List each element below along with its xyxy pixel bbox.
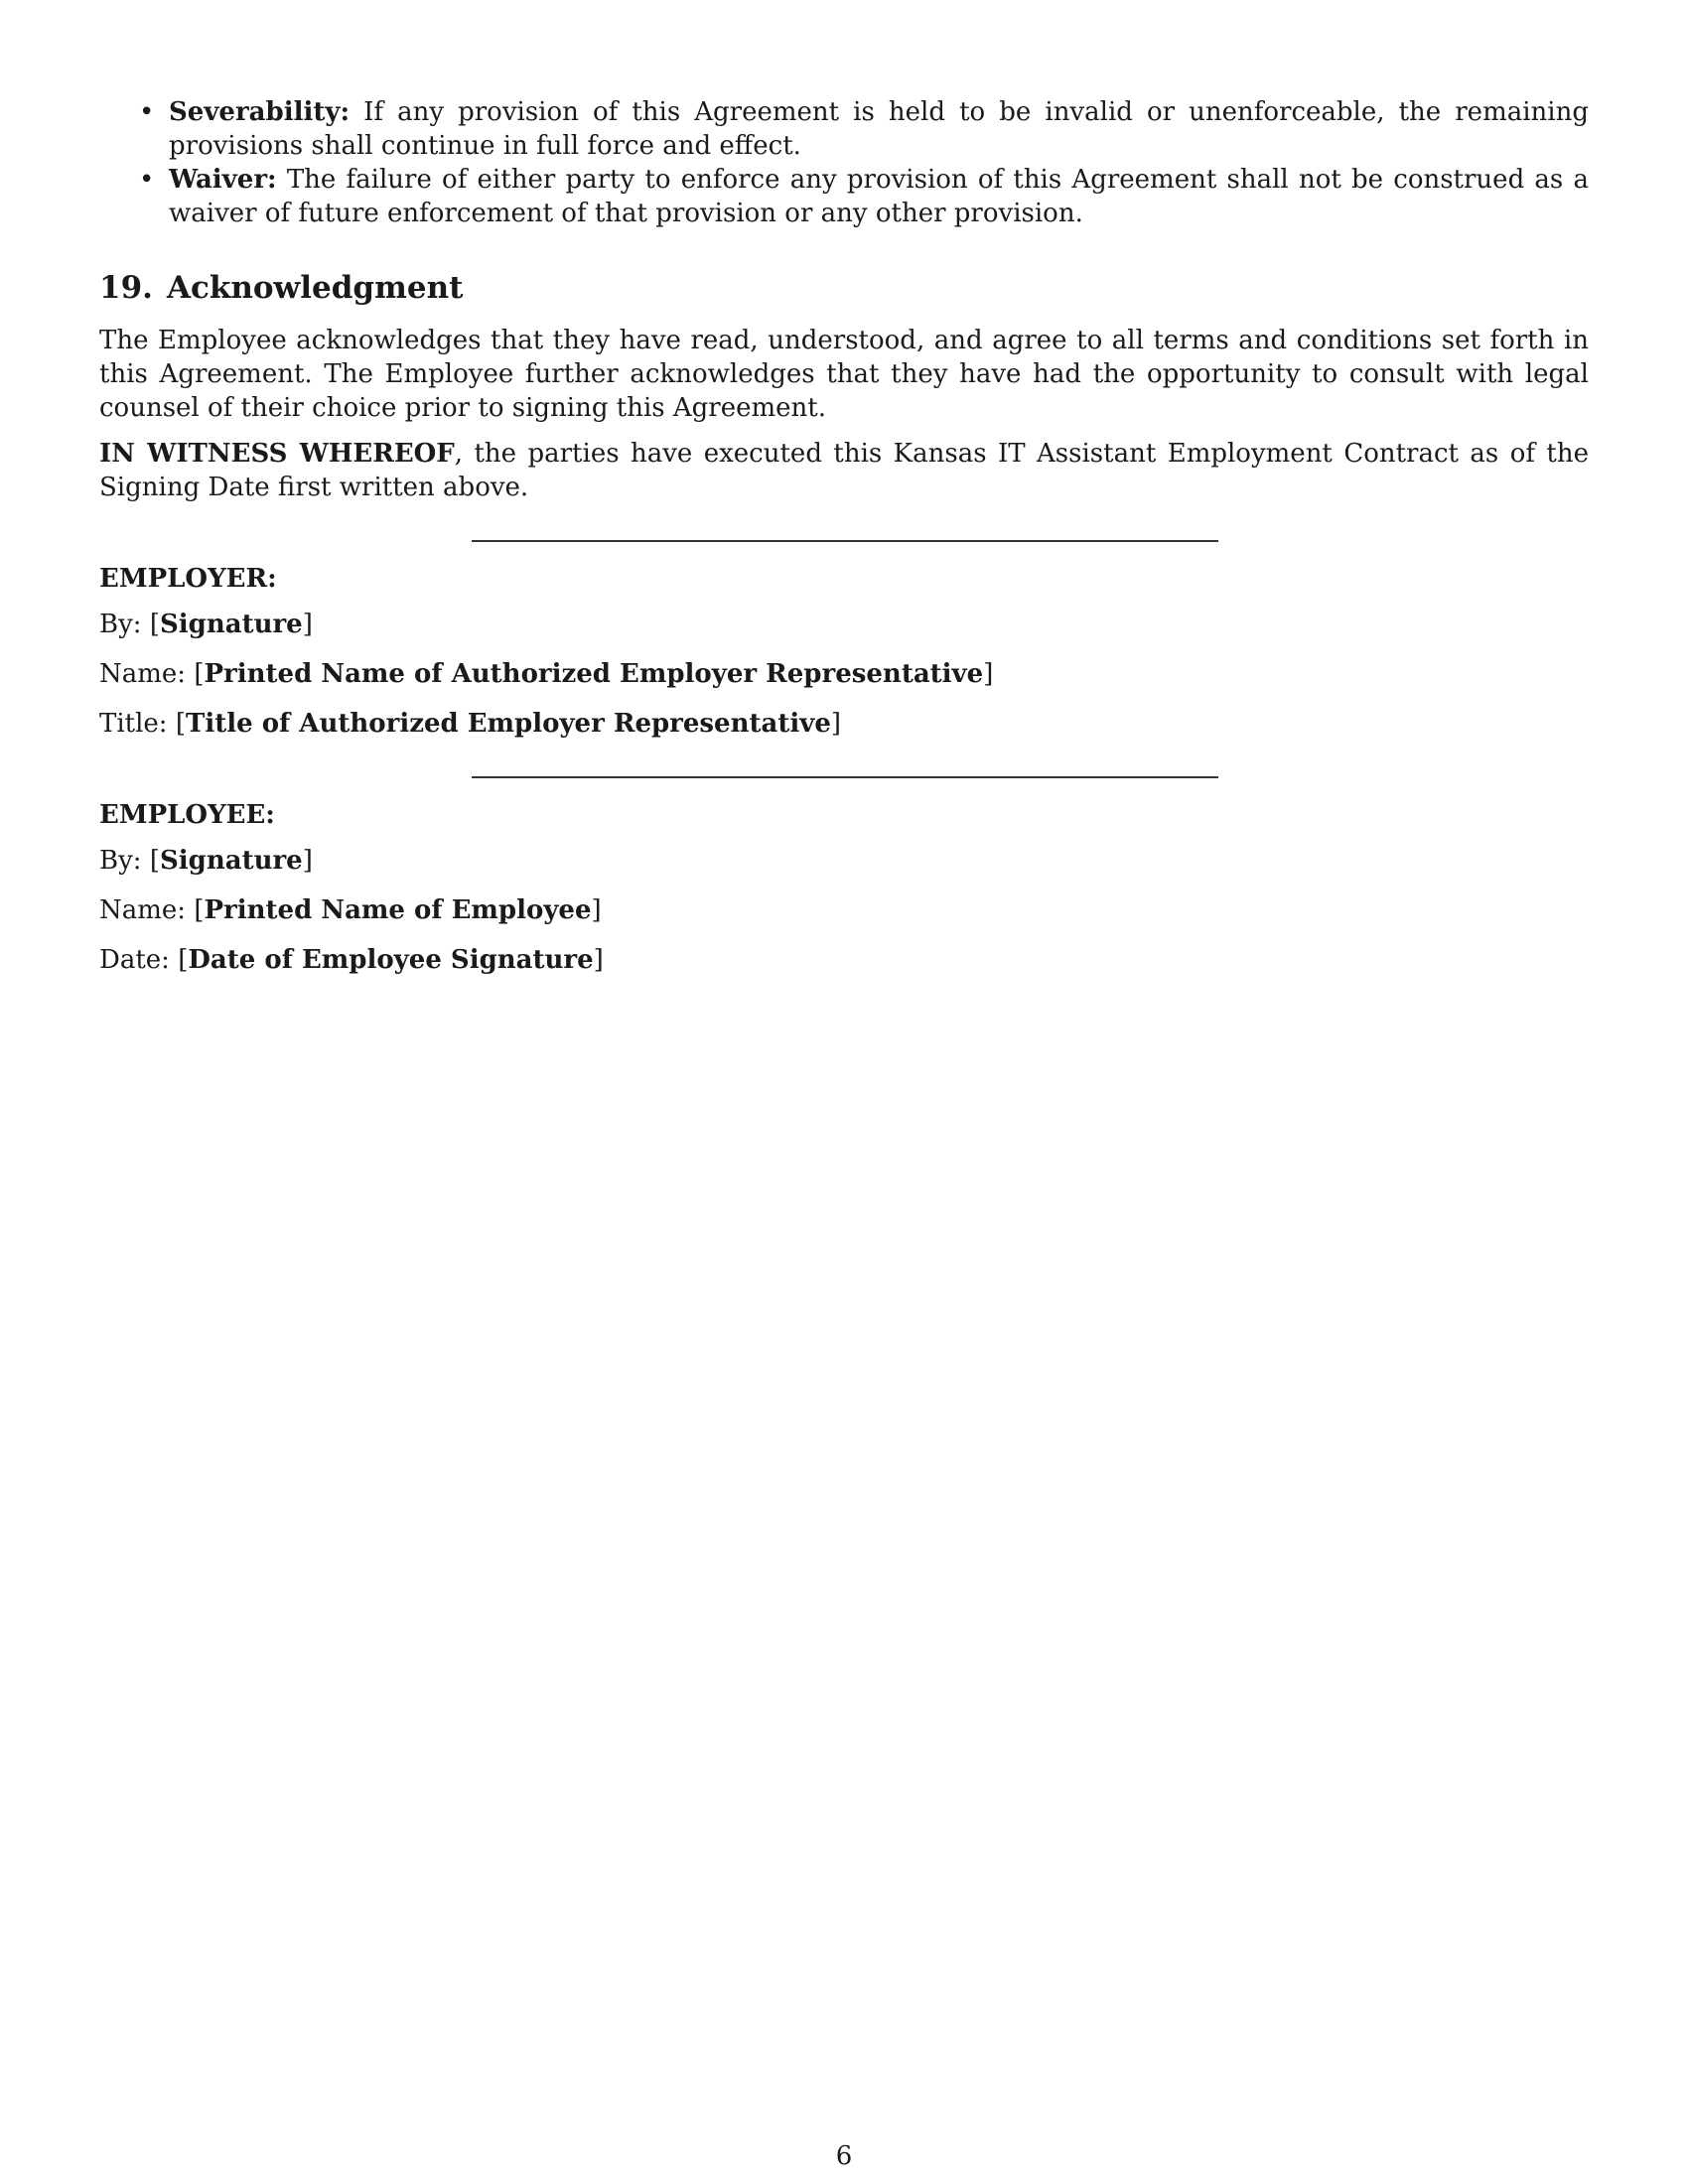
employee-name-row: Name: [Printed Name of Employee]: [99, 895, 602, 925]
employer-name-row: Name: [Printed Name of Authorized Employer Representative]: [99, 659, 994, 689]
employer-signature-placeholder: Signature: [159, 610, 303, 639]
employee-date-row: Date: [Date of Employee Signature]: [99, 945, 604, 975]
list-item-waiver: [99, 163, 1589, 230]
bullet-icon: •: [139, 165, 155, 195]
employee-by-row: By: [Signature]: [99, 846, 313, 876]
witness-paragraph: [99, 437, 1589, 504]
employee-date-placeholder: Date of Employee Signature: [188, 945, 594, 975]
list-item-severability: [99, 95, 1589, 163]
bullet-icon: •: [139, 97, 155, 127]
employer-signature-divider: [472, 540, 1218, 542]
employee-by-label: By:: [99, 846, 142, 876]
employee-heading: EMPLOYEE:: [99, 800, 275, 830]
section-heading-acknowledgment: [99, 268, 1589, 308]
employee-name-label: Name:: [99, 895, 187, 925]
provisions-list: [99, 95, 1589, 230]
provision-text: If any provision of this Agreement is held to be invalid or unenforceable, the remaining provisions shall continue in full force and effect.: [169, 97, 1589, 161]
provision-text: The failure of either party to enforce any provision of this Agreement shall not be construed as a waiver of future enforcement of that provision or any other provision.: [169, 165, 1589, 228]
employer-title-label: Title:: [99, 709, 168, 739]
employee-name-placeholder: Printed Name of Employee: [204, 895, 592, 925]
page-number: 6: [835, 2141, 853, 2171]
employer-title-placeholder: Title of Authorized Employer Representative: [186, 709, 831, 739]
employer-title-row: Title: [Title of Authorized Employer Representative]: [99, 709, 842, 739]
employee-signature-placeholder: Signature: [159, 846, 303, 876]
section-title: Acknowledgment: [166, 270, 464, 306]
document-page: [99, 95, 1589, 993]
employer-heading: EMPLOYER:: [99, 564, 277, 594]
witness-bold: IN WITNESS WHEREOF: [99, 439, 455, 469]
employer-by-row: By: [Signature]: [99, 610, 313, 639]
provision-term: Waiver:: [169, 165, 277, 195]
employer-by-label: By:: [99, 610, 142, 639]
acknowledgment-paragraph: The Employee acknowledges that they have read, understood, and agree to all terms and conditions set forth in this Agreement. The Employee further acknowledges that they have had the opportunity to consult with legal counsel of their choice prior to signing this Agreement.: [99, 326, 1589, 423]
witness-text: , the parties have executed this Kansas IT Assistant Employment Contract as of the Signing Date first written above.: [99, 439, 1589, 502]
employer-name-label: Name:: [99, 659, 187, 689]
employer-name-placeholder: Printed Name of Authorized Employer Representative: [204, 659, 984, 689]
provision-term: Severability:: [169, 97, 351, 127]
employee-date-label: Date:: [99, 945, 170, 975]
section-number: 19.: [99, 270, 153, 306]
employee-signature-divider: [472, 776, 1218, 778]
